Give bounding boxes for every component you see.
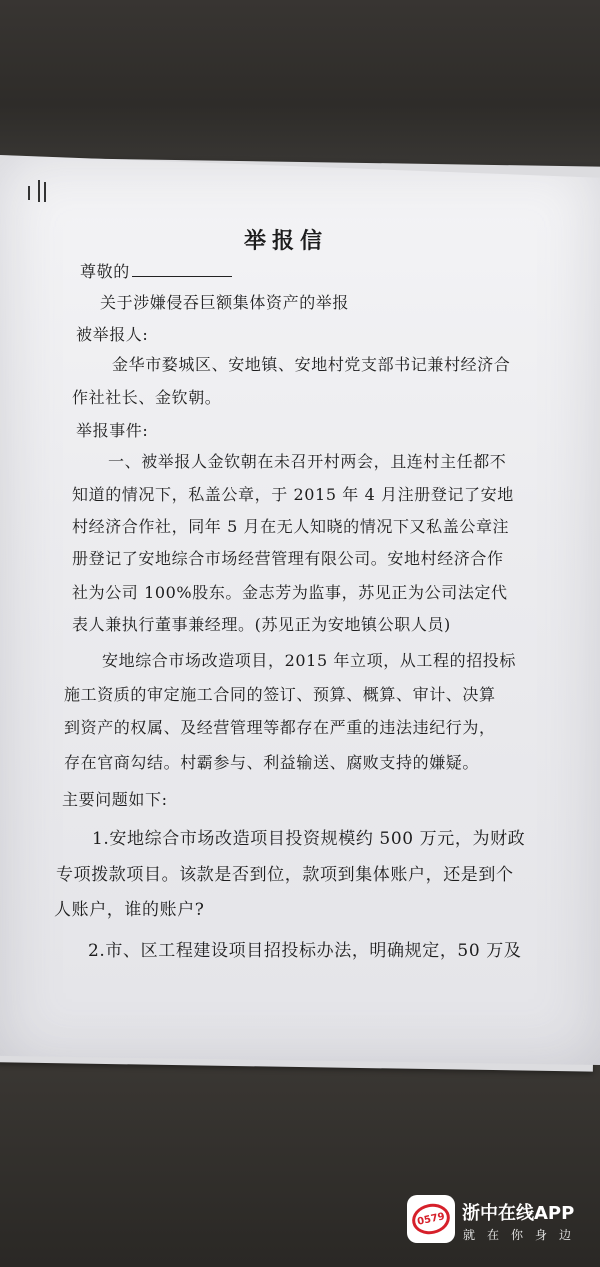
paragraph-1-line-5: 社为公司 100%股东。金志芳为监事，苏见正为公司法定代 bbox=[72, 583, 508, 602]
issue-1-line-2: 专项拨款项目。该款是否到位，款项到集体账户，还是到个 bbox=[56, 865, 514, 885]
paragraph-1-line-2: 知道的情况下，私盖公章，于 2015 年 4 月注册登记了安地 bbox=[72, 485, 514, 504]
salutation-text: 尊敬的 bbox=[80, 262, 130, 281]
pen-mark bbox=[26, 180, 48, 206]
paragraph-2-line-2: 施工资质的审定施工合同的签订、预算、概算、审计、决算 bbox=[64, 685, 496, 704]
salutation bbox=[80, 259, 232, 282]
issues-heading: 主要问题如下: bbox=[62, 790, 168, 809]
watermark-slogan: 就在你身边 bbox=[463, 1228, 584, 1242]
paragraph-1-line-3: 村经济合作社，同年 5 月在无人知晓的情况下又私盖公章注 bbox=[72, 517, 510, 536]
paragraph-1-line-6: 表人兼执行董事兼经理。(苏见正为安地镇公职人员) bbox=[72, 615, 451, 634]
issue-2-line-1: 2.市、区工程建设项目招投标办法，明确规定，50 万及 bbox=[88, 941, 522, 961]
letter-title: 举报信 bbox=[244, 228, 329, 254]
paragraph-1-line-4: 册登记了安地综合市场经营管理有限公司。安地村经济合作 bbox=[72, 549, 504, 568]
paragraph-2-line-1: 安地综合市场改造项目，2015 年立项，从工程的招投标 bbox=[102, 651, 517, 670]
reported-line-2: 作社社长、金钦朝。 bbox=[72, 388, 222, 407]
watermark-app-name: 浙中在线APP bbox=[462, 1203, 575, 1224]
recipient-blank bbox=[132, 262, 232, 277]
reported-line-1: 金华市婺城区、安地镇、安地村党支部书记兼村经济合 bbox=[112, 355, 511, 374]
reported-heading: 被举报人: bbox=[76, 325, 149, 344]
background-top bbox=[0, 0, 600, 175]
issue-1-line-3: 人账户，谁的账户? bbox=[54, 900, 205, 920]
zhezhong-logo-icon bbox=[407, 1195, 455, 1243]
issue-1-line-1: 1.安地综合市场改造项目投资规模约 500 万元，为财政 bbox=[92, 829, 526, 849]
paragraph-2-line-3: 到资产的权属、及经营管理等都存在严重的违法违纪行为， bbox=[64, 718, 496, 737]
paragraph-1-line-1: 一、被举报人金钦朝在未召开村两会，且连村主任都不 bbox=[108, 452, 507, 471]
logo-ring: 0579 bbox=[409, 1200, 452, 1237]
subject-line: 关于涉嫌侵吞巨额集体资产的举报 bbox=[100, 293, 350, 312]
events-heading: 举报事件: bbox=[76, 421, 149, 440]
paragraph-2-line-4: 存在官商勾结。村霸参与、利益输送、腐败支持的嫌疑。 bbox=[64, 753, 480, 772]
